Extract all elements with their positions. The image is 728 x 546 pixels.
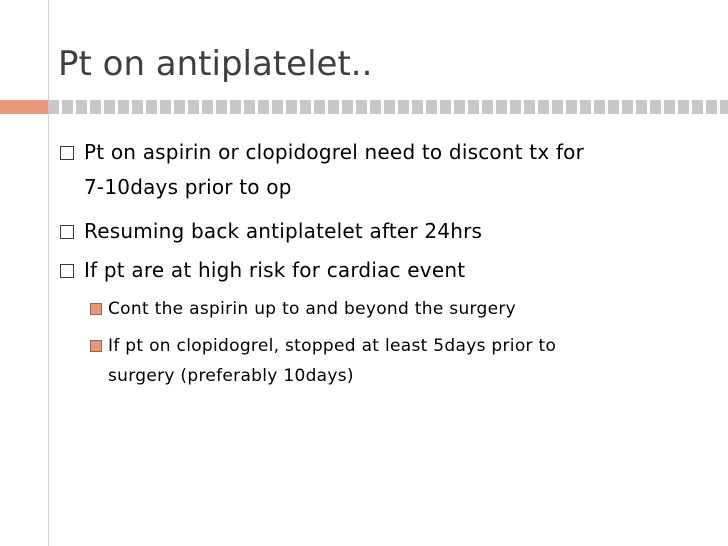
filled-square-icon [90,340,102,352]
hollow-square-icon [60,264,74,278]
sub-bullet-text-line: surgery (preferably 10days) [108,366,354,386]
sub-bullet-text-line: If pt on clopidogrel, stopped at least 5days prior to [108,336,557,356]
bullet-text-line: 7-10days prior to op [84,175,292,199]
decorative-accent-bar [0,100,48,114]
hollow-square-icon [60,225,74,239]
sub-bullet-text-line: Cont the aspirin up to and beyond the surgery [108,299,517,319]
hollow-square-icon [60,146,74,160]
bullet-text-line: Pt on aspirin or clopidogrel need to discont tx for [84,140,585,164]
decorative-vertical-line [48,0,49,546]
bullet-text-line: Resuming back antiplatelet after 24hrs [84,219,483,243]
decorative-grid-bar [48,100,728,114]
bullet-text-line: If pt are at high risk for cardiac event [84,258,466,282]
filled-square-icon [90,303,102,315]
slide-title: Pt on antiplatelet.. [58,44,373,84]
